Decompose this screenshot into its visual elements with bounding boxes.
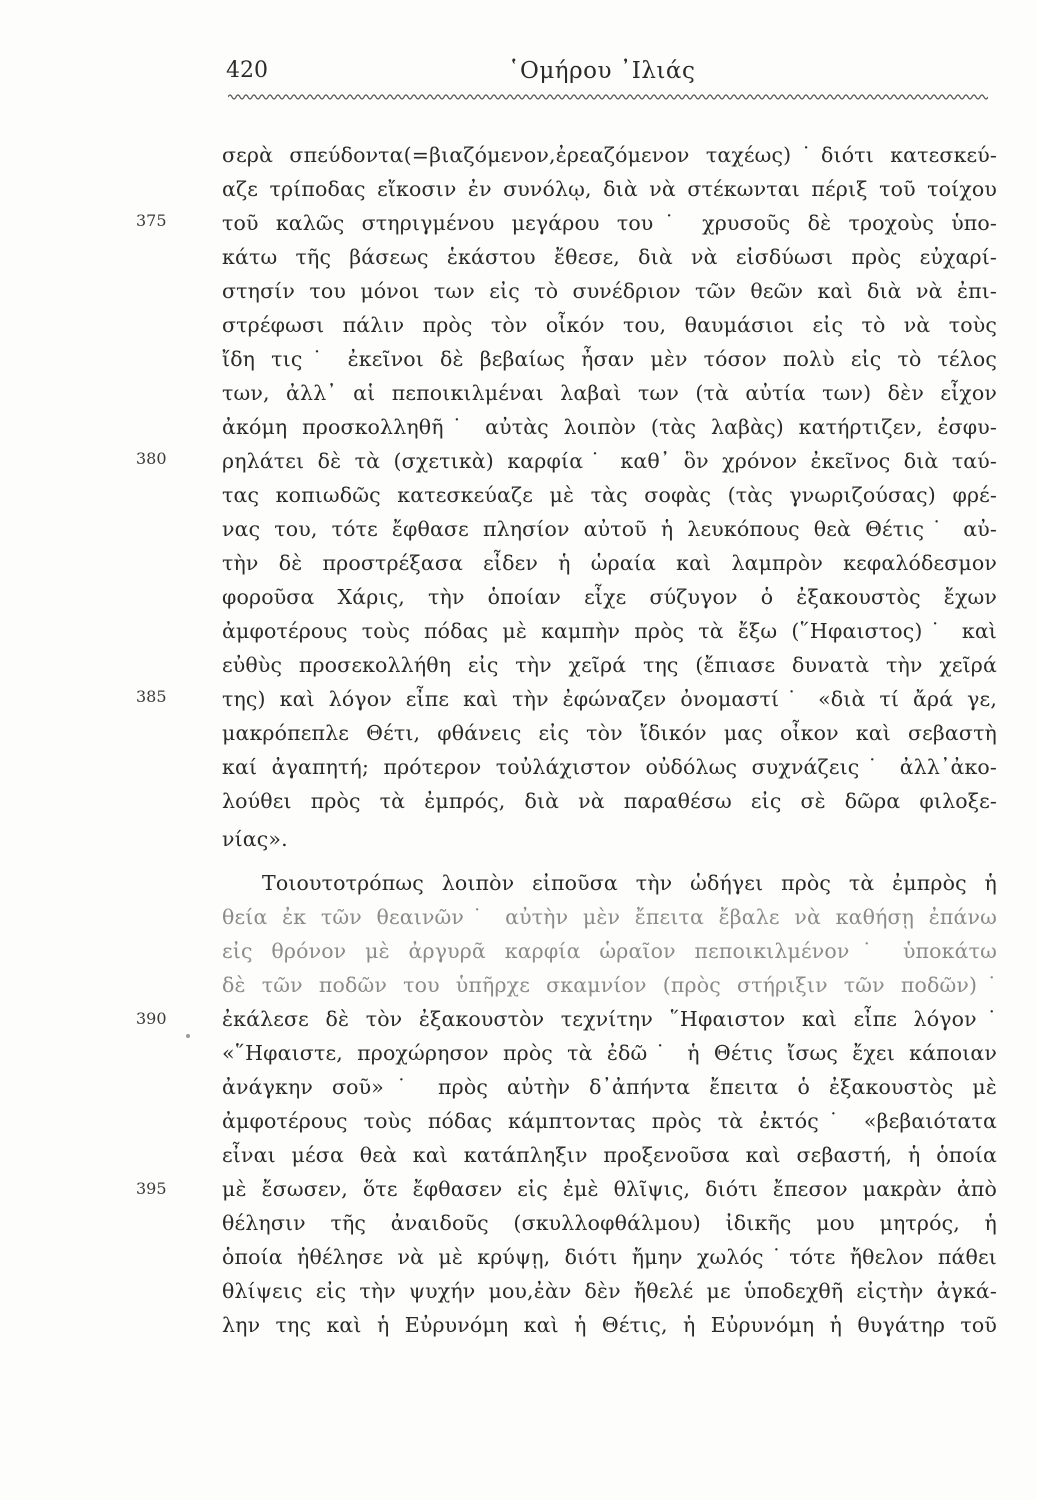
text-line: στησίν του μόνοι των εἰς τὸ συνέδριον τῶν θεῶν καὶ διὰ νὰ ἐπι- (222, 279, 997, 303)
text-line: των, ἀλλ᾽ αἱ πεποικιλμέναι λαβαὶ των (τὰ αὐτία των) δὲν εἶχον (222, 381, 997, 405)
text-line: ἴδη τις˙ ἐκεῖνοι δὲ βεβαίως ἦσαν μὲν τόσον πολὺ εἰς τὸ τέλος (222, 347, 997, 371)
text-line: κάτω τῆς βάσεως ἑκάστου ἔθεσε, διὰ νὰ εἰσδύωσι πρὸς εὐχαρί- (222, 245, 997, 269)
text-line: καί ἀγαπητή; πρότερον τοὐλάχιστον οὐδόλως συχνάζεις˙ ἀλλ᾽ἀκο- (222, 755, 997, 779)
verse-number: 390 (136, 1009, 167, 1028)
verse-number: 395 (136, 1179, 167, 1198)
text-line: αζε τρίποδας εἴκοσιν ἐν συνόλῳ, διὰ νὰ στέκωνται πέριξ τοῦ τοίχου (222, 177, 997, 201)
text-line: μακρόπεπλε Θέτι, φθάνεις εἰς τὸν ἴδικόν μας οἶκον καὶ σεβαστὴ (222, 721, 997, 745)
margin-mark (186, 1034, 190, 1038)
text-line: ἀμφοτέρους τοὺς πόδας κάμπτοντας πρὸς τὰ ἐκτός˙ «βεβαιότατα (222, 1109, 997, 1133)
text-line: θέλησιν τῆς ἀναιδοῦς (σκυλλοφθάλμου) ἰδικῆς μου μητρός, ἡ (222, 1211, 997, 1235)
verse-number: 385 (136, 687, 167, 706)
text-line: μὲ ἔσωσεν, ὅτε ἔφθασεν εἰς ἐμὲ θλῖψις, διότι ἔπεσον μακρὰν ἀπὸ (222, 1177, 997, 1201)
text-line: ἀκόμη προσκολληθῆ˙ αὐτὰς λοιπὸν (τὰς λαβὰς) κατήρτιζεν, ἐσφυ- (222, 415, 997, 439)
text-line: «῞Ηφαιστε, προχώρησον πρὸς τὰ ἐδῶ˙ ἡ Θέτις ἴσως ἔχει κάποιαν (222, 1041, 997, 1065)
text-line: δὲ τῶν ποδῶν του ὑπῆρχε σκαμνίον (πρὸς στήριξιν τῶν ποδῶν)˙ (222, 973, 997, 997)
text-line (222, 1342, 997, 1376)
running-title: ῾Ομήρου ᾿Ιλιάς (508, 58, 696, 84)
text-line: ἐκάλεσε δὲ τὸν ἐξακουστὸν τεχνίτην ῞Ηφαιστον καὶ εἶπε λόγον˙ (222, 1007, 997, 1031)
text-line: ἀνάγκην σοῦ»˙ πρὸς αὐτὴν δ᾽ἀπήντα ἔπειτα ὁ ἐξακουστὸς μὲ (222, 1075, 997, 1099)
text-line: εἶναι μέσα θεὰ καὶ κατάπληξιν προξενοῦσα καὶ σεβαστή, ἡ ὁποία (222, 1143, 997, 1167)
text-line: εὐθὺς προσεκολλήθη εἰς τὴν χεῖρά της (ἔπιασε δυνατὰ τὴν χεῖρά (222, 653, 997, 677)
text-line: νας του, τότε ἔφθασε πλησίον αὐτοῦ ἡ λευκόπους θεὰ Θέτις˙ αὐ- (222, 517, 997, 541)
paragraph-first-line: Τοιουτοτρόπως λοιπὸν εἰποῦσα τὴν ὡδήγει πρὸς τὰ ἐμπρὸς ἡ (262, 871, 997, 895)
page-header (0, 0, 1037, 110)
text-line: σερὰ σπεύδοντα(=βιαζόμενον,ἐρεαζόμενον ταχέως)˙διότι κατεσκεύ- (222, 143, 997, 167)
text-line: ἀμφοτέρους τοὺς πόδας μὲ καμπὴν πρὸς τὰ ἔξω (῞Ηφαιστος)˙ καὶ (222, 619, 997, 643)
text-line: φοροῦσα Χάρις, τὴν ὁποίαν εἶχε σύζυγον ὁ ἐξακουστὸς ἔχων (222, 585, 997, 609)
text-line: τας κοπιωδῶς κατεσκεύαζε μὲ τὰς σοφὰς (τὰς γνωριζούσας) φρέ- (222, 483, 997, 507)
text-line: λούθει πρὸς τὰ ἐμπρός, διὰ νὰ παραθέσω εἰς σὲ δῶρα φιλοξε- (222, 789, 997, 813)
text-line: λην της καὶ ἡ Εὐρυνόμη καὶ ἡ Θέτις, ἡ Εὐρυνόμη ἡ θυγάτηρ τοῦ (222, 1313, 997, 1337)
text-line: θλίψεις εἰς τὴν ψυχήν μου,ἐὰν δὲν ἤθελέ με ὑποδεχθῆ εἰςτὴν ἀγκά- (222, 1279, 997, 1303)
text-line: θεία ἐκ τῶν θεαινῶν˙ αὐτὴν μὲν ἔπειτα ἔβαλε νὰ καθήσῃ ἐπάνω (222, 905, 997, 929)
verse-number: 375 (136, 211, 167, 230)
text-line: νίας». (222, 827, 288, 851)
page-number: 420 (226, 58, 268, 83)
text-line: εἰς θρόνον μὲ ἀργυρᾶ καρφία ὡραῖον πεποικιλμένον˙ ὑποκάτω (222, 939, 997, 963)
text-line: στρέφωσι πάλιν πρὸς τὸν οἶκόν του, θαυμάσιοι εἰς τὸ νὰ τοὺς (222, 313, 997, 337)
text-line: τοῦ καλῶς στηριγμένου μεγάρου του˙ χρυσοῦς δὲ τροχοὺς ὑπο- (222, 211, 997, 235)
wavy-rule-ornament (228, 90, 988, 104)
text-line: ρηλάτει δὲ τὰ (σχετικὰ) καρφία˙ καθ᾽ ὃν χρόνον ἐκεῖνος διὰ ταύ- (222, 449, 997, 473)
text-line: ὁποία ἠθέλησε νὰ μὲ κρύψῃ, διότι ἤμην χωλός˙τότε ἤθελον πάθει (222, 1245, 997, 1269)
text-line: τὴν δὲ προστρέξασα εἶδεν ἡ ὡραία καὶ λαμπρὸν κεφαλόδεσμον (222, 551, 997, 575)
text-line: της) καὶ λόγον εἶπε καὶ τὴν ἐφώναζεν ὀνομαστί˙ «διὰ τί ἄρά γε, (222, 687, 997, 711)
verse-number: 380 (136, 449, 167, 468)
